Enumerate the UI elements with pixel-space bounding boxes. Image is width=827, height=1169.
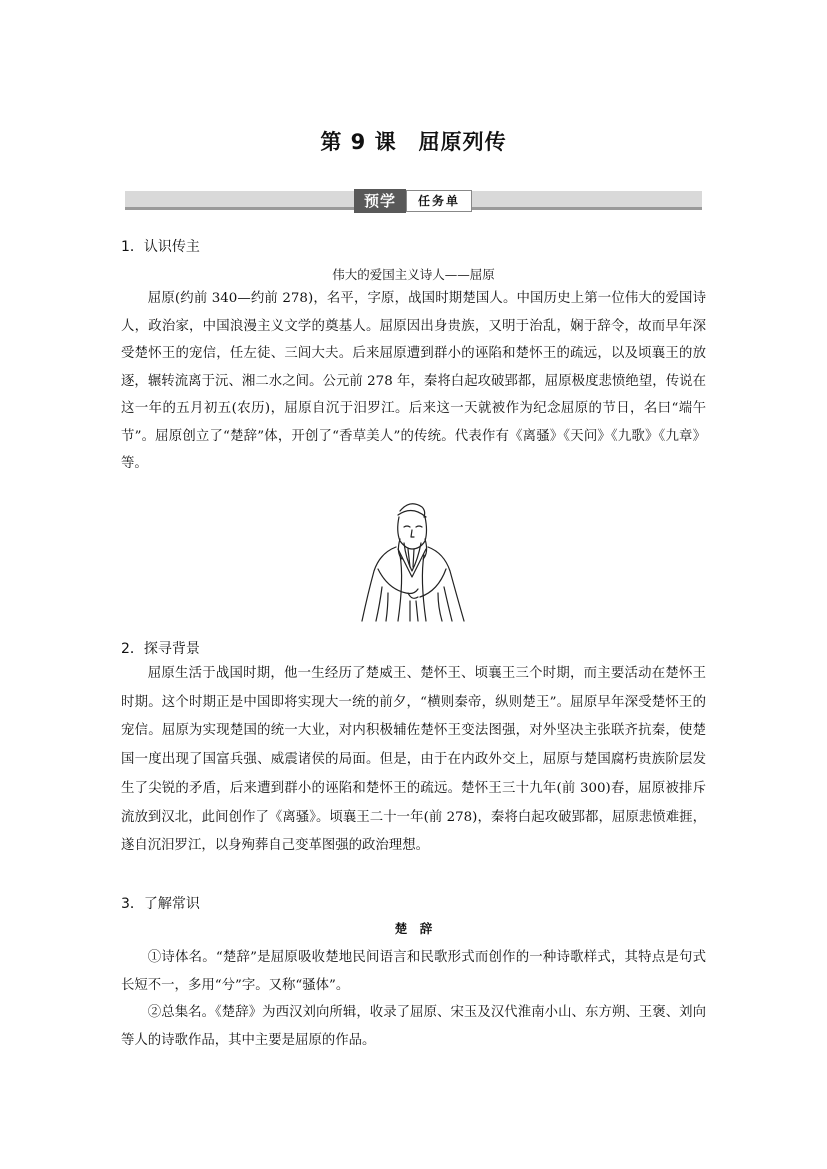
banner-tag-preview: 预学 [354, 189, 406, 213]
section3-heading: 3．了解常识 [121, 896, 200, 912]
section3-item1: ①诗体名。“楚辞”是屈原吸收楚地民间语言和民歌形式而创作的一种诗歌样式，其特点是句式长短不一，多用“兮”字。又称“骚体”。 [121, 950, 706, 993]
banner-tag-task: 任务单 [406, 190, 472, 212]
section1-heading: 1．认识传主 [121, 239, 200, 255]
section1-paragraph: 屈原(约前 340—约前 278)，名平，字原，战国时期楚国人。中国历史上第一位伟大的爱国诗人，政治家，中国浪漫主义文学的奠基人。屈原因出身贵族，又明于治乱，娴于辞令，故而早年深受楚怀王的宠信，任左徒、三闾大夫。后来屈原遭到群小的诬陷和楚怀王的疏远，以及顷襄王的放逐，辗转流离于沅、湘二水之间。公元前 278 年，秦将白起攻破郢都，屈原极度悲愤绝望，传说在这一年的五月初五(农历)，屈原自沉于汨罗江。后来这一天就被作为纪念屈原的节日，名曰“端午节”。屈原创立了“楚辞”体，开创了“香草美人”的传统。代表作有《离骚》《天问》《九歌》《九章》等。 [121, 291, 706, 471]
qu-yuan-portrait [352, 497, 472, 625]
section1-subtitle: 伟大的爱国主义诗人——屈原 [332, 267, 495, 282]
page-title: 第 9 课 屈原列传 [320, 130, 507, 154]
section-banner [125, 189, 702, 213]
section3-subtitle: 楚 辞 [394, 921, 433, 936]
section2-heading: 2．探寻背景 [121, 641, 200, 657]
section2-paragraph: 屈原生活于战国时期，他一生经历了楚威王、楚怀王、顷襄王三个时期，而主要活动在楚怀王时期。这个时期正是中国即将实现大一统的前夕，“横则秦帝，纵则楚王”。屈原早年深受楚怀王的宠信。屈原为实现楚国的统一大业，对内积极辅佐楚怀王变法图强，对外坚决主张联齐抗秦，使楚国一度出现了国富兵强、威震诸侯的局面。但是，由于在内政外交上，屈原与楚国腐朽贵族阶层发生了尖锐的矛盾，后来遭到群小的诬陷和楚怀王的疏远。楚怀王三十九年(前 300)春，屈原被排斥流放到汉北，此间创作了《离骚》。顷襄王二十一年(前 278)，秦将白起攻破郢都，屈原悲愤难捱，遂自沉汨罗江，以身殉葬自己变革图强的政治理想。 [121, 666, 706, 854]
section3-item2: ②总集名。《楚辞》为西汉刘向所辑，收录了屈原、宋玉及汉代淮南小山、东方朔、王褒、刘向等人的诗歌作品，其中主要是屈原的作品。 [121, 1005, 706, 1048]
